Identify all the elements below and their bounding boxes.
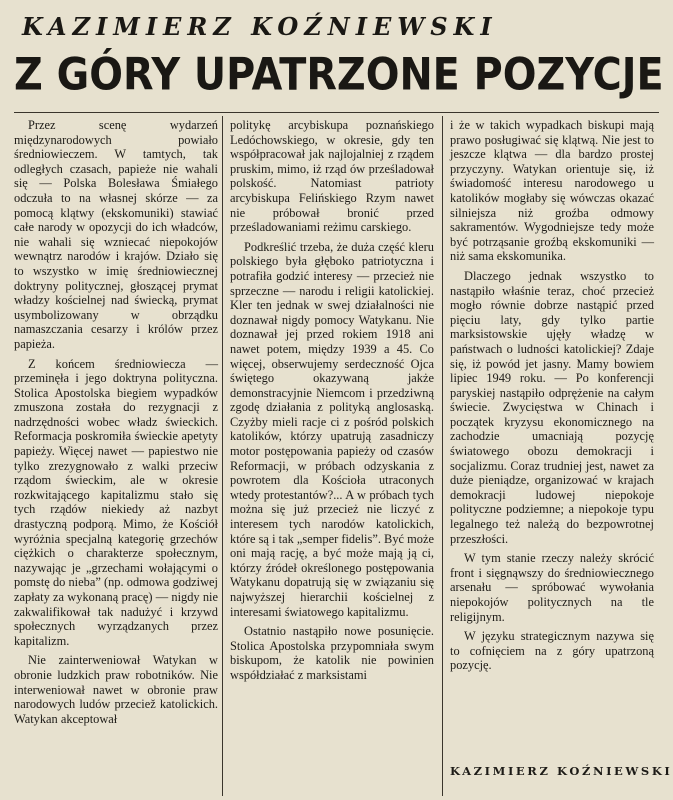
author-byline: KAZIMIERZ KOŹNIEWSKI bbox=[22, 12, 498, 41]
article-column-2 bbox=[230, 118, 434, 683]
article-column-3 bbox=[450, 118, 654, 673]
column-divider-1 bbox=[222, 116, 223, 796]
paragraph: politykę arcybiskupa poznańskiego Ledóchowskiego, w okresie, gdy ten współpracował jak najlojalniej z rządem pruskim, mimo, iż rząd ów prześladował polskość. Natomiast patrioty arcybiskupa Felińskiego Rzym nawet nie próbował bronić przed prześladowaniami reżimu carskiego. bbox=[230, 118, 434, 235]
paragraph: Dlaczego jednak wszystko to nastąpiło właśnie teraz, choć przecież mogło równie dobrze nastąpić przed pięciu laty, gdy tylko partie marksistowskie ujęły władzę w państwach o ludności katolickiej? Zdaje się, iż powód jet jasny. Mamy bowiem lipiec 1949 roku. — Po konferencji paryskiej nastąpiło odprężenie na całym świecie. Zwycięstwa w Chinach i początek kryzysu ekonomicznego na zachodzie umacniają pozycję światowego obozu demokracji i socjalizmu. Coraz trudniej jest, nawet za duże pieniądze, organizować w krajach demokracji ludowej niepokoje polityczne podziemne; a niepokoje typu legalnego też należą do bezpowrotnej przeszłości. bbox=[450, 268, 654, 546]
paragraph: Ostatnio nastąpiło nowe posunięcie. Stolica Apostolska przypomniała swym biskupom, że katolik nie powinien współdziałać z marksistami bbox=[230, 624, 434, 682]
column-divider-2 bbox=[442, 116, 443, 796]
article-title: Z GÓRY UPATRZONE POZYCJE bbox=[14, 49, 664, 101]
title-rule bbox=[14, 112, 659, 113]
article-column-1 bbox=[14, 118, 218, 726]
author-signature: KAZIMIERZ KOŹNIEWSKI bbox=[450, 764, 673, 778]
paragraph: Nie zainterweniował Watykan w obronie ludzkich praw robotników. Nie interweniował nawet w obronie praw narodowych ludów przeciež katolickich. Watykan akceptował bbox=[14, 653, 218, 726]
paragraph: Z końcem średniowiecza — przeminęła i jego doktryna polityczna. Stolica Apostolska biegiem wypadków zmuszona została do rezygnacji z nadrzędności wobec władz świeckich. Reformacja poskromiła świeckie apetyty papieży. Więcej nawet — papiestwo nie tylko zrezygnowało z walki przeciw rządom świeckim, ale w okresie rozkwitającego kapitalizmu stało się tych rządów niekiedy aż nazbyt drastyczną podporą. Mimo, że Kościół wyróżnia specjalną kategorię grzechów ciężkich o charakterze społecznym, nazywając je „grzechami wołającymi o pomstę do nieba” (np. odmowa godziwej zapłaty za wykonaną pracę) — nigdy nie zakwalifikował tak nadużyć i krzywd społecznych wyrządzanych przez kapitalizm. bbox=[14, 356, 218, 648]
paragraph: Podkreślić trzeba, że duża część kleru polskiego była głęboko patriotyczna i potrafiła godzić interesy — przecież nie sprzeczne — narodu i religii katolickiej. Kler ten jednak w swej działalności nie doznawał nigdy pomocy Watykanu. Nie doznawał jej przed rokiem 1918 ani nawet potem, między 1939 a 45. Co więcej, obserwujemy serdeczność Ojca świętego okazywaną jakże demonstracyjnie Niemcom i przedziwną zgodę działania z polityką anglosaską. Czyżby mieli racje ci z pośród polskich katolików, którzy upatrują zasadniczy motor postępowania papieży od czasów Reformacji, w próbach odzyskania z powrotem dla Kościoła utraconych wtedy protestantów?... A w próbach tych można się już przecież nie liczyć z interesem tych narodów katolickich, które są i tak „semper fidelis”. Być może oni mają rację, a być może mają ją ci, którzy źródeł określonego postępowania Watykanu dopatrują się w związaniu się najwyższej hierarchii kościelnej z interesami światowego kapitalizmu. bbox=[230, 239, 434, 619]
paragraph: i że w takich wypadkach biskupi mają prawo posługiwać się klątwą. Nie jest to jeszcze klątwa — dla bardzo prostej przyczyny. Watykan orientuje się, iż świadomość interesu narodowego u katolików mogłaby się wówczas okazać silniejsza niż groźba odmowy sakramentów. Wygodniejsze tedy może być potrząsanie groźbą ekskomuniki — niż sama ekskomunika. bbox=[450, 118, 654, 264]
paragraph: W języku strategicznym nazywa się to cofnięciem na z góry upatrzoną pozycję. bbox=[450, 629, 654, 673]
paragraph: W tym stanie rzeczy należy skrócić front i sięgnąwszy do średniowiecznego arsenału — spróbować wywołania niepokojów politycznych na tle religijnym. bbox=[450, 551, 654, 624]
paragraph: Przez scenę wydarzeń międzynarodowych powiało średniowieczem. W tamtych, tak odległych czasach, papieże nie wahali się — Polska Bolesława Śmiałego odczuła to na własnej skórze — za pomocą klątwy (ekskomuniki) stawiać całe narody w opozycji do ich władców, nie wahali się wzniecać niepokojów wewnątrz narodów i krajów. Działo się to wszystko w imię średniowiecznej doktryny politycznej, głoszącej prymat władzy kościelnej nad świecką, prymat usymbolizowany w obrządku namaszczania cesarzy i królów przez papieża. bbox=[14, 118, 218, 351]
